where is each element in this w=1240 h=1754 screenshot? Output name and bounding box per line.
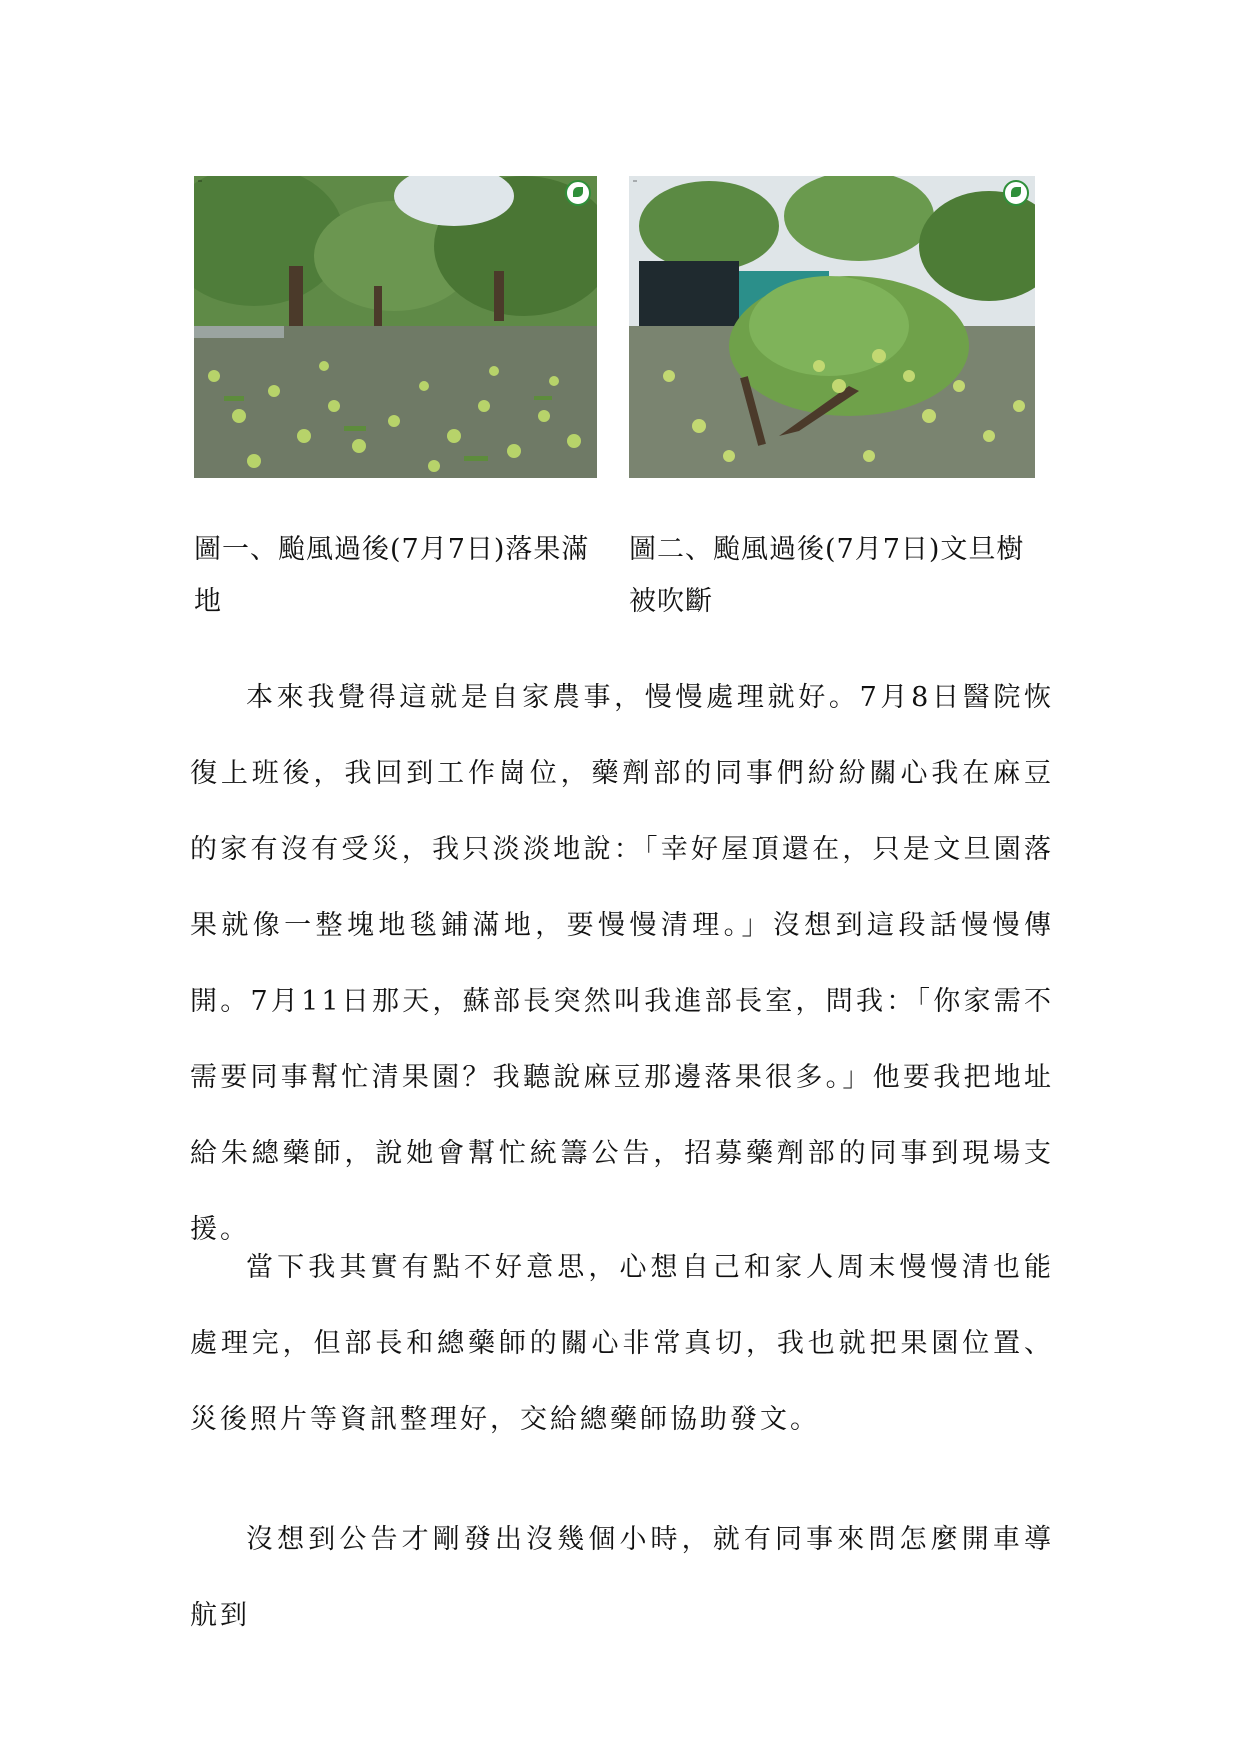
figure-1-caption: 圖一、颱風過後(7月7日)落果滿地 xyxy=(194,534,590,617)
photo-timestamp-stamp xyxy=(633,180,637,182)
broken-pomelo-tree-photo xyxy=(629,176,1035,478)
orchard-photo-illustration xyxy=(194,176,597,478)
fallen-pomelos-orchard-photo xyxy=(194,176,597,478)
photo-timestamp-stamp xyxy=(198,180,202,182)
body-paragraph: 本來我覺得這就是自家農事，慢慢處理就好。7月8日醫院恢復上班後，我回到工作崗位，藥劑部的同事們紛紛關心我在麻豆的家有沒有受災，我只淡淡地說：「幸好屋頂還在，只是文旦園落果就像一整塊地毯鋪滿地，要慢慢清理。」沒想到這段話慢慢傳開。7月11日那天，蘇部長突然叫我進部長室，問我：「你家需不需要同事幫忙清果園？我聽說麻豆那邊落果很多。」他要我把地址給朱總藥師，說她會幫忙統籌公告，招募藥劑部的同事到現場支援。 xyxy=(190,682,1054,1245)
broken-tree-photo-illustration xyxy=(629,176,1035,478)
figure-2-caption: 圖二、颱風過後(7月7日)文旦樹被吹斷 xyxy=(629,534,1025,617)
body-paragraph: 沒想到公告才剛發出沒幾個小時，就有同事來問怎麼開車導航到 xyxy=(190,1524,1054,1631)
agency-logo-icon xyxy=(565,180,591,206)
agency-logo-icon xyxy=(1003,180,1029,206)
body-paragraph: 當下我其實有點不好意思，心想自己和家人周末慢慢清也能處理完，但部長和總藥師的關心非常真切，我也就把果園位置、災後照片等資訊整理好，交給總藥師協助發文。 xyxy=(190,1252,1054,1435)
